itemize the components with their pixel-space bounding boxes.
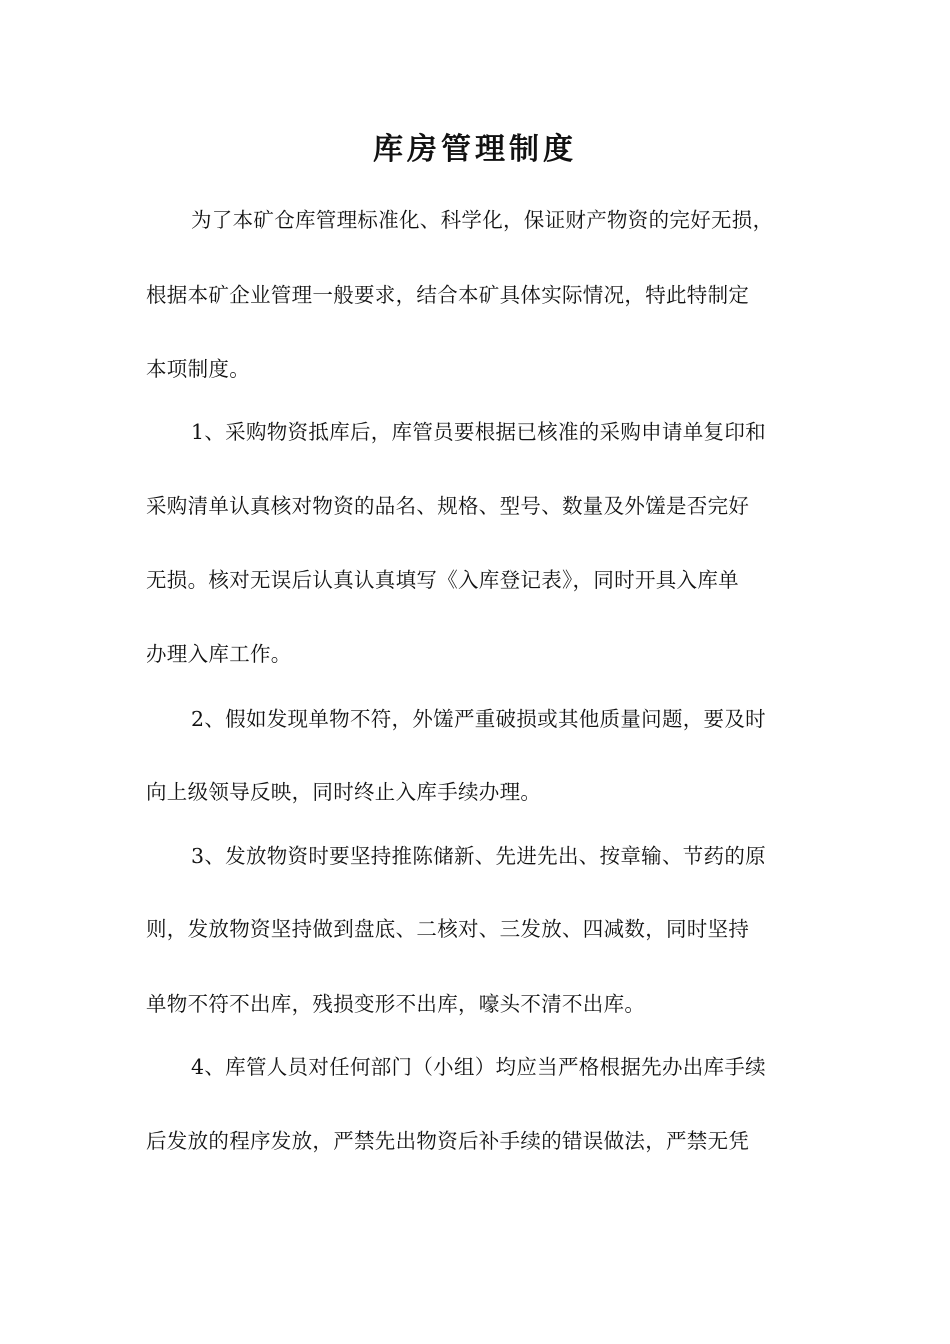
paragraph-intro-line-3: 本项制度。	[146, 357, 250, 381]
paragraph-item-3-line-2: 则，发放物资坚持做到盘底、二核对、三发放、四减数，同时坚持	[146, 917, 750, 941]
paragraph-item-1-line-4: 办理入库工作。	[146, 642, 292, 666]
paragraph-item-1-line-3: 无损。核对无误后认真认真填写《入库登记表》，同时开具入库单	[146, 568, 739, 592]
paragraph-item-3-line-1: 3、发放物资时要坚持推陈储新、先进先出、按章输、节药的原	[191, 844, 766, 868]
paragraph-item-2-line-1: 2、假如发现单物不符，外馐严重破损或其他质量问题，要及时	[191, 707, 766, 731]
paragraph-intro-line-1: 为了本矿仓库管理标准化、科学化，保证财产物资的完好无损，	[191, 208, 774, 232]
paragraph-item-4-line-1: 4、库管人员对任何部门（小组）均应当严格根据先办出库手续	[191, 1055, 766, 1079]
paragraph-item-4-line-2: 后发放的程序发放，严禁先出物资后补手续的错误做法，严禁无凭	[146, 1129, 750, 1153]
paragraph-item-1-line-1: 1、采购物资抵库后，库管员要根据已核准的采购申请单复印和	[191, 420, 766, 444]
paragraph-item-2-line-2: 向上级领导反映，同时终止入库手续办理。	[146, 780, 542, 804]
paragraph-item-1-line-2: 采购清单认真核对物资的品名、规格、型号、数量及外馐是否完好	[146, 494, 750, 518]
paragraph-item-3-line-3: 单物不符不出库，残损变形不出库，嚎头不清不出库。	[146, 992, 646, 1016]
paragraph-intro-line-2: 根据本矿企业管理一般要求，结合本矿具体实际情况，特此特制定	[146, 283, 750, 307]
document-title: 库房管理制度	[373, 132, 577, 167]
